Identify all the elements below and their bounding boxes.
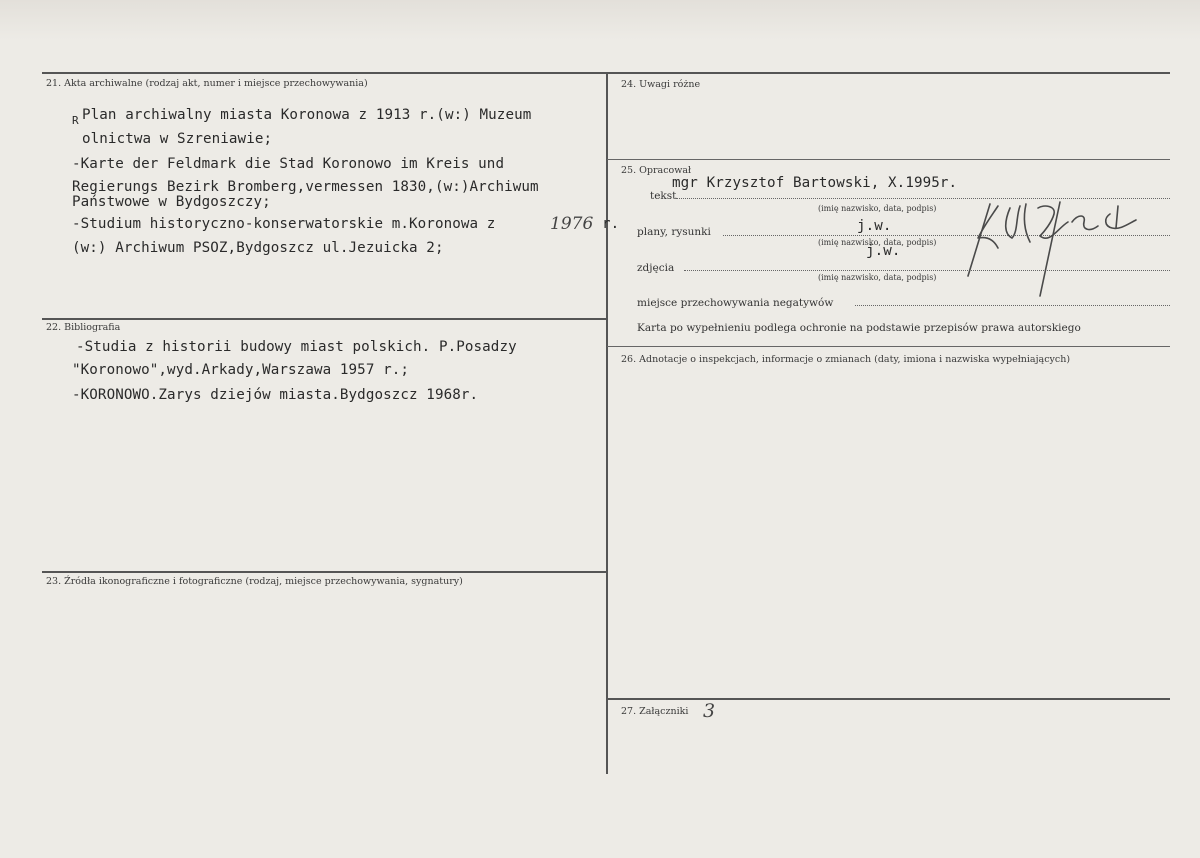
zdjecia-caption: (imię nazwisko, data, podpis) — [818, 273, 937, 282]
section-21-line-4: Regierungs Bezirk Bromberg,vermessen 1830,(w:)Archiwum — [72, 179, 539, 195]
section-27-handwritten-value: 3 — [703, 700, 716, 722]
tekst-label: tekst — [650, 190, 677, 202]
copyright-note: Karta po wypełnieniu podlega ochronie na podstawie przepisów prawa autorskiego — [637, 322, 1081, 334]
section-21-line-1: Plan archiwalny miasta Koronowa z 1913 r.(w:) Muzeum — [82, 107, 532, 123]
plany-value: j.w. — [857, 218, 892, 234]
section-22-line-2: "Koronowo",wyd.Arkady,Warszawa 1957 r.; — [72, 362, 410, 378]
tekst-caption: (imię nazwisko, data, podpis) — [818, 204, 937, 213]
section-22-line-3: -KORONOWO.Zarys dziejów miasta.Bydgoszcz 1968r. — [72, 387, 479, 403]
rule-24-25 — [607, 159, 1170, 160]
plany-caption: (imię nazwisko, data, podpis) — [818, 238, 937, 247]
center-divider — [606, 72, 608, 774]
negatywy-label: miejsce przechowywania negatywów — [637, 297, 834, 309]
section-25-label: 25. Opracował — [621, 165, 692, 176]
plany-label: plany, rysunki — [637, 226, 711, 238]
signature-mark — [960, 192, 1160, 302]
section-24-label: 24. Uwagi różne — [621, 79, 701, 90]
section-21-line-6: -Studium historyczno-konserwatorskie m.Koronowa z — [72, 216, 496, 232]
section-23-label: 23. Źródła ikonograficzne i fotograficzne (rodzaj, miejsce przechowywania, sygnatury) — [46, 576, 463, 587]
section-21-marker: R — [72, 114, 79, 127]
section-22-line-1: -Studia z historii budowy miast polskich. P.Posadzy — [76, 339, 517, 355]
rule-26-27 — [607, 698, 1170, 700]
tekst-value: mgr Krzysztof Bartowski, X.1995r. — [672, 175, 958, 191]
section-21-handwritten-year: 1976 — [550, 214, 594, 234]
paper-edge — [0, 0, 1200, 40]
rule-21-22 — [42, 318, 607, 320]
rule-25-26 — [607, 346, 1170, 347]
section-21-label: 21. Akta archiwalne (rodzaj akt, numer i miejsce przechowywania) — [46, 78, 368, 89]
section-21-line-5: Państwowe w Bydgoszczy; — [72, 194, 271, 210]
section-27-label: 27. Załączniki — [621, 706, 689, 717]
rule-22-23 — [42, 571, 607, 573]
section-21-line-7: (w:) Archiwum PSOZ,Bydgoszcz ul.Jezuicka 2; — [72, 240, 444, 256]
section-21-year-suffix: r. — [602, 216, 620, 232]
zdjecia-value: j.w. — [866, 243, 901, 259]
section-22-label: 22. Bibliografia — [46, 322, 121, 333]
section-21-line-3: -Karte der Feldmark die Stad Koronowo im Kreis und — [72, 156, 505, 172]
section-21-line-2: olnictwa w Szreniawie; — [82, 131, 273, 147]
section-26-label: 26. Adnotacje o inspekcjach, informacje o zmianach (daty, imiona i nazwiska wypełniających) — [621, 354, 1071, 365]
negatywy-line — [855, 305, 1170, 306]
zdjecia-label: zdjęcia — [637, 262, 675, 274]
